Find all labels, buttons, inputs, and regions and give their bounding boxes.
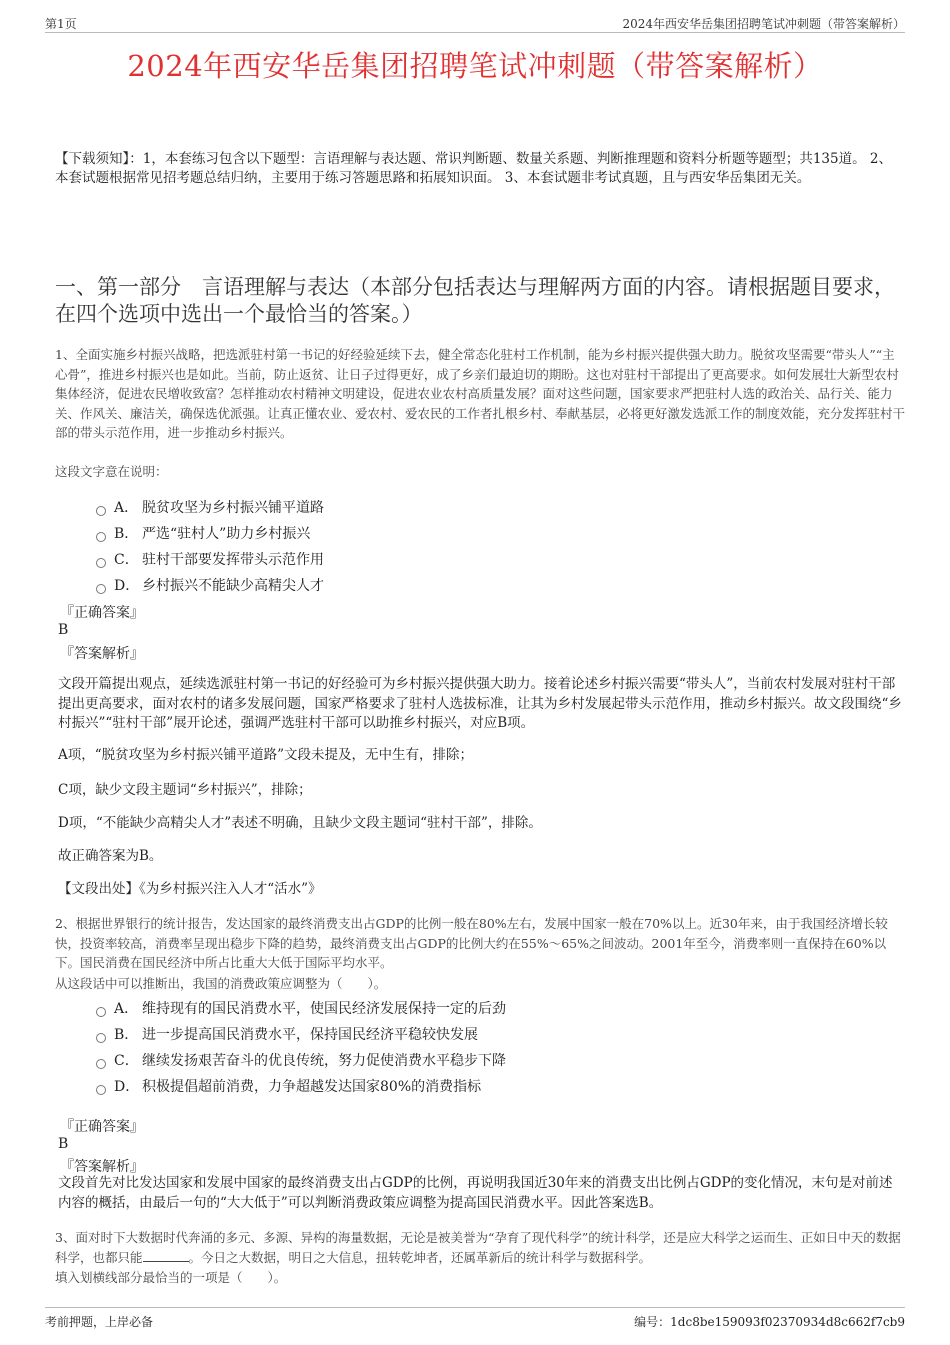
- q2-option-a[interactable]: [96, 998, 506, 1018]
- option-text: 脱贫攻坚为乡村振兴铺平道路: [142, 500, 324, 516]
- q2-option-c[interactable]: [96, 1050, 506, 1070]
- q1-answer-label: 『正确答案』: [60, 605, 144, 621]
- q2-answer-label: 『正确答案』: [60, 1119, 144, 1135]
- page-title: 2024年西安华岳集团招聘笔试冲刺题（带答案解析）: [127, 49, 823, 83]
- option-text: 乡村振兴不能缺少高精尖人才: [142, 578, 324, 594]
- fill-in-blank: [143, 1249, 189, 1262]
- q1-option-a[interactable]: [96, 497, 324, 517]
- question-1-text: 1、全面实施乡村振兴战略，把选派驻村第一书记的好经验延续下去，健全常态化驻村工作机制，能为乡村振兴提供强大助力。脱贫攻坚需要“带头人”“主心骨”，推进乡村振兴也是如此。当前，防止返贫、让日子过得更好，成了乡亲们最迫切的期盼。这也对驻村干部提出了更高要求。如何发展壮大新型农村集体经济，促进农民增收致富？怎样推动农村精神文明建设，促进农业农村高质量发展？面对这些问题，国家要求严把驻村人选的政治关、品行关、能力关、作风关、廉洁关，确保选优派强。让真正懂农业、爱农村、爱农民的工作者扎根乡村、奉献基层，必将更好激发选派工作的制度效能，充分发挥驻村干部的带头示范作用，进一步推动乡村振兴。: [55, 347, 906, 440]
- option-text: 进一步提高国民消费水平，保持国民经济平稳较快发展: [142, 1027, 478, 1043]
- radio-icon[interactable]: [96, 1059, 106, 1069]
- option-letter: A．: [114, 1001, 139, 1017]
- question-3-prompt: 填入划横线部分最恰当的一项是（ ）。: [55, 1270, 287, 1285]
- radio-icon[interactable]: [96, 1085, 106, 1095]
- radio-icon[interactable]: [96, 584, 106, 594]
- q2-analysis: 文段首先对比发达国家和发展中国家的最终消费支出占GDP的比例，再说明我国近30年来的消费支出比例占GDP的变化情况，末句是对前述内容的概括，由最后一句的“大大低于”可以判断消费政策应调整为提高国民消费水平。因此答案选B。: [58, 1175, 893, 1211]
- q3-text-before: 3、面对时下大数据时代奔涌的多元、多源、异构的海量数据，无论是被美誉为“孕育了现代科学”的统计科学，还是应大科学之运而生、正如日中天的数据科学，也都只能: [55, 1230, 901, 1265]
- q2-analysis-label: 『答案解析』: [60, 1159, 144, 1175]
- footer-doc-id: 编号：1dc8be159093f02370934d8c662f7cb9: [634, 1315, 905, 1329]
- option-letter: C．: [114, 552, 139, 568]
- download-notice: 【下载须知】：1，本套练习包含以下题型：言语理解与表达题、常识判断题、数量关系题、判断推理题和资料分析题等题型；共135道。 2、本套试题根据常见招考题总结归纳，主要用于练习答题思路和拓展知识面。 3、本套试题非考试真题，且与西安华岳集团无关。: [55, 151, 892, 186]
- option-text: 维持现有的国民消费水平，使国民经济发展保持一定的后劲: [142, 1001, 506, 1017]
- option-letter: D．: [114, 1079, 140, 1095]
- radio-icon[interactable]: [96, 1033, 106, 1043]
- q2-option-b[interactable]: [96, 1024, 478, 1044]
- question-1-prompt: 这段文字意在说明：: [55, 464, 168, 479]
- q1-option-d[interactable]: [96, 575, 324, 595]
- footer-slogan: 考前押题，上岸必备: [45, 1315, 154, 1329]
- option-letter: B．: [114, 1027, 139, 1043]
- q1-option-c[interactable]: [96, 549, 324, 569]
- q1-analysis-paragraph: 文段开篇提出观点，延续选派驻村第一书记的好经验可为乡村振兴提供强大助力。接着论述乡村振兴需要“带头人”，当前农村发展对驻村干部提出更高要求，面对农村的诸多发展问题，国家严格要求了驻村人选拔标准，让其为乡村发展起带头示范作用，推动乡村振兴。故文段围绕“乡村振兴”“驻村干部”展开论述，强调严选驻村干部可以助推乡村振兴，对应B项。: [58, 676, 902, 731]
- radio-icon[interactable]: [96, 1007, 106, 1017]
- q1-analysis-option-c: C项，缺少文段主题词“乡村振兴”，排除；: [58, 782, 312, 798]
- option-letter: D．: [114, 578, 140, 594]
- option-letter: A．: [114, 500, 139, 516]
- q1-analysis-option-d: D项，“不能缺少高精尖人才”表述不明确，且缺少文段主题词“驻村干部”，排除。: [58, 815, 542, 831]
- q1-option-b[interactable]: [96, 523, 310, 543]
- section-heading: 一、第一部分 言语理解与表达（本部分包括表达与理解两方面的内容。请根据题目要求，在四个选项中选出一个最恰当的答案。）: [55, 275, 895, 326]
- q1-analysis-conclusion: 故正确答案为B。: [58, 848, 163, 864]
- footer-divider: [45, 1307, 905, 1308]
- page-number-label: 第1页: [45, 17, 77, 31]
- q1-analysis-label: 『答案解析』: [60, 646, 144, 662]
- q2-option-d[interactable]: [96, 1076, 481, 1096]
- option-letter: B．: [114, 526, 139, 542]
- option-text: 驻村干部要发挥带头示范作用: [142, 552, 324, 568]
- header-doc-title: 2024年西安华岳集团招聘笔试冲刺题（带答案解析）: [622, 17, 905, 31]
- radio-icon[interactable]: [96, 506, 106, 516]
- question-2-text: 2、根据世界银行的统计报告，发达国家的最终消费支出占GDP的比例一般在80%左右，发展中国家一般在70%以上。近30年来，由于我国经济增长较快，投资率较高，消费率呈现出稳步下降的趋势，最终消费支出占GDP的比例大约在55%～65%之间波动。2001年至今，消费率则一直保持在60%以下。国民消费在国民经济中所占比重大大低于国际平均水平。: [55, 916, 888, 970]
- q1-answer: B: [58, 622, 69, 638]
- header-divider: [45, 32, 905, 33]
- radio-icon[interactable]: [96, 558, 106, 568]
- q2-answer: B: [58, 1136, 69, 1152]
- q3-text-after: 。今日之大数据，明日之大信息，扭转乾坤者，还属革新后的统计科学与数据科学。: [188, 1249, 652, 1265]
- question-2-prompt: 从这段话中可以推断出，我国的消费政策应调整为（ ）。: [55, 976, 387, 991]
- question-3-text: [55, 1228, 905, 1267]
- option-text: 继续发扬艰苦奋斗的优良传统，努力促使消费水平稳步下降: [142, 1053, 506, 1069]
- option-text: 积极提倡超前消费，力争超越发达国家80%的消费指标: [142, 1079, 482, 1095]
- q1-source: 【文段出处】《为乡村振兴注入人才“活水”》: [58, 881, 322, 897]
- q1-analysis-option-a: A项，“脱贫攻坚为乡村振兴铺平道路”文段未提及，无中生有，排除；: [58, 747, 474, 763]
- option-text: 严选“驻村人”助力乡村振兴: [142, 526, 311, 542]
- option-letter: C．: [114, 1053, 139, 1069]
- radio-icon[interactable]: [96, 532, 106, 542]
